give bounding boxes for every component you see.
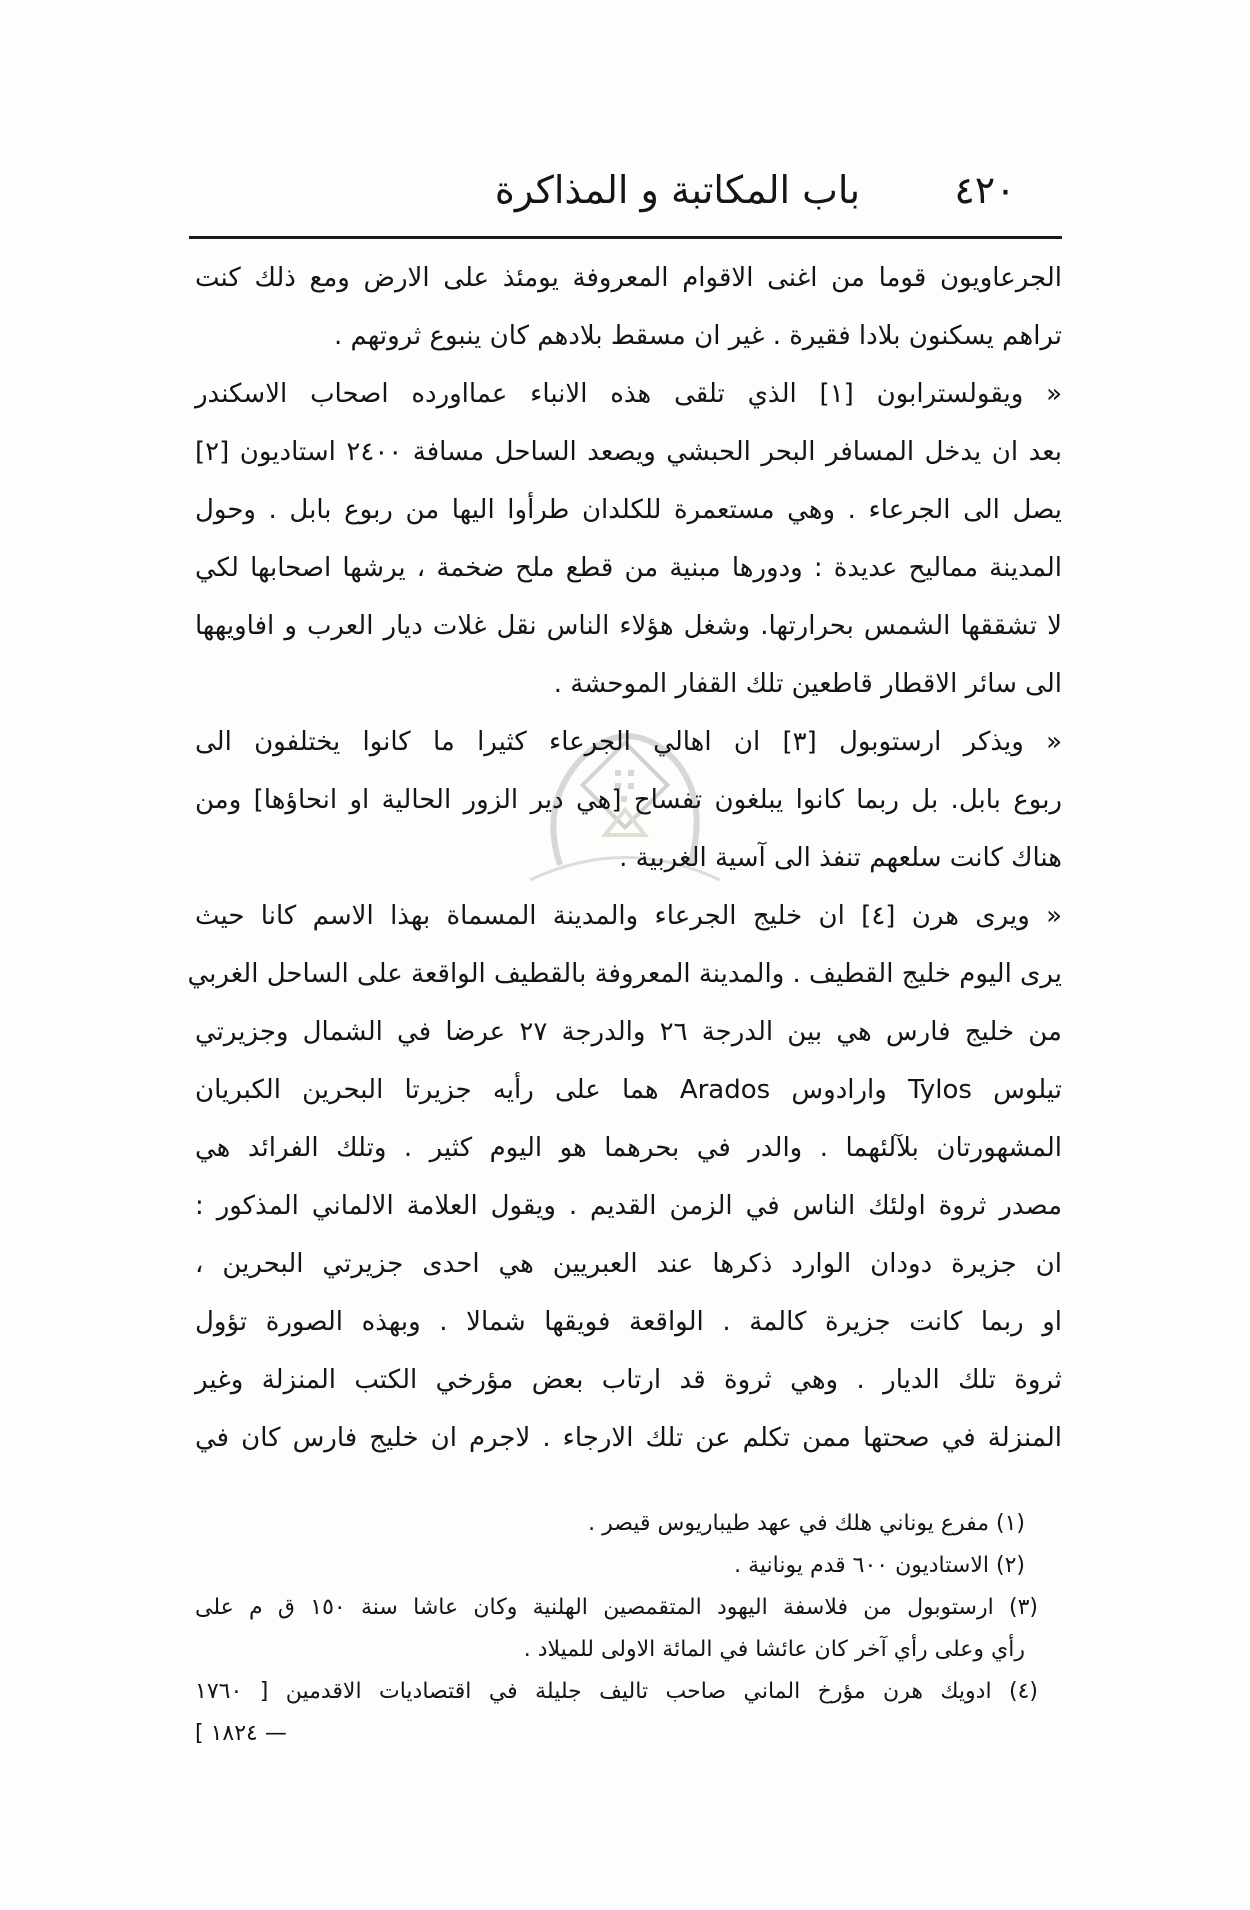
text-line: المشهورتان بلآلئهما . والدر في بحرهما هو اليوم كثير . وتلك الفرائد هي bbox=[195, 1133, 1062, 1163]
text-line: المدينة مماليح عديدة : ودورها مبنية من قطع ملح ضخمة ، يرشها اصحابها لكي bbox=[195, 553, 1062, 583]
text-line: ثروة تلك الديار . وهي ثروة قد ارتاب بعض مؤرخي الكتب المنزلة وغير bbox=[195, 1365, 1062, 1395]
text-line: يصل الى الجرعاء . وهي مستعمرة للكلدان طرأوا اليها من ربوع بابل . وحول bbox=[195, 495, 1062, 525]
text-line: هناك كانت سلعهم تنفذ الى آسية الغربية . bbox=[619, 843, 1062, 873]
page-number: ٤٢٠ bbox=[954, 168, 1016, 212]
text-line: المنزلة في صحتها ممن تكلم عن تلك الارجاء . لاجرم ان خليج فارس كان في bbox=[195, 1423, 1062, 1453]
text-line: ان جزيرة دودان الوارد ذكرها عند العبريين هي احدى جزيرتي البحرين ، bbox=[195, 1249, 1062, 1279]
text-line: من خليج فارس هي بين الدرجة ٢٦ والدرجة ٢٧ عرضا في الشمال وجزيرتي bbox=[195, 1017, 1062, 1047]
text-line: مصدر ثروة اولئك الناس في الزمن القديم . ويقول العلامة الالماني المذكور : bbox=[195, 1191, 1062, 1221]
footnote-line: (٣) ارستوبول من فلاسفة اليهود المتقمصين الهلنية وكان عاشا سنة ١٥٠ ق م على bbox=[195, 1595, 1038, 1620]
body-text bbox=[187, 249, 1063, 1467]
footnote-line: (٤) ادويك هرن مؤرخ الماني صاحب تاليف جليلة في اقتصاديات الاقدمين [ ١٧٦٠ bbox=[195, 1679, 1038, 1704]
page-title: باب المكاتبة و المذاكرة bbox=[494, 168, 861, 212]
footnotes bbox=[195, 1503, 1038, 1755]
footnote-line: — ١٨٢٤ ] bbox=[195, 1721, 287, 1746]
text-line: تراهم يسكنون بلادا فقيرة . غير ان مسقط بلادهم كان ينبوع ثروتهم . bbox=[334, 321, 1062, 351]
text-line: لا تشققها الشمس بحرارتها. وشغل هؤلاء الناس نقل غلات ديار العرب و افاويهها bbox=[195, 611, 1062, 641]
text-line: ربوع بابل. بل ربما كانوا يبلغون تفساح [هي دير الزور الحالية او انحاؤها] ومن bbox=[195, 785, 1062, 815]
text-line: يرى اليوم خليج القطيف . والمدينة المعروفة بالقطيف الواقعة على الساحل الغربي bbox=[187, 959, 1062, 989]
footnote-line: رأي وعلى رأي آخر كان عائشا في المائة الاولى للميلاد . bbox=[523, 1637, 1025, 1662]
footnote-line: (١) مفرع يوناني هلك في عهد طيباريوس قيصر . bbox=[588, 1511, 1025, 1536]
text-line: تيلوس Tylos وارادوس Arados هما على رأيه جزيرتا البحرين الكبريان bbox=[195, 1075, 1062, 1105]
text-line: الى سائر الاقطار قاطعين تلك القفار الموحشة . bbox=[553, 669, 1062, 699]
text-line: « ويرى هرن [٤] ان خليج الجرعاء والمدينة المسماة بهذا الاسم كانا حيث bbox=[195, 901, 1063, 931]
text-line: بعد ان يدخل المسافر البحر الحبشي ويصعد الساحل مسافة ٢٤٠٠ استاديون [٢] bbox=[195, 437, 1062, 467]
text-line: او ربما كانت جزيرة كالمة . الواقعة فويقها شمالا . وبهذه الصورة تؤول bbox=[195, 1307, 1062, 1337]
text-line: الجرعاويون قوما من اغنى الاقوام المعروفة يومئذ على الارض ومع ذلك كنت bbox=[195, 263, 1062, 293]
header-rule bbox=[189, 236, 1062, 239]
text-line: « ويقولسترابون [١] الذي تلقى هذه الانباء عمااورده اصحاب الاسكندر bbox=[195, 379, 1063, 409]
text-line: « ويذكر ارستوبول [٣] ان اهالي الجرعاء كثيرا ما كانوا يختلفون الى bbox=[195, 727, 1062, 757]
footnote-line: (٢) الاستاديون ٦٠٠ قدم يونانية . bbox=[734, 1553, 1025, 1578]
